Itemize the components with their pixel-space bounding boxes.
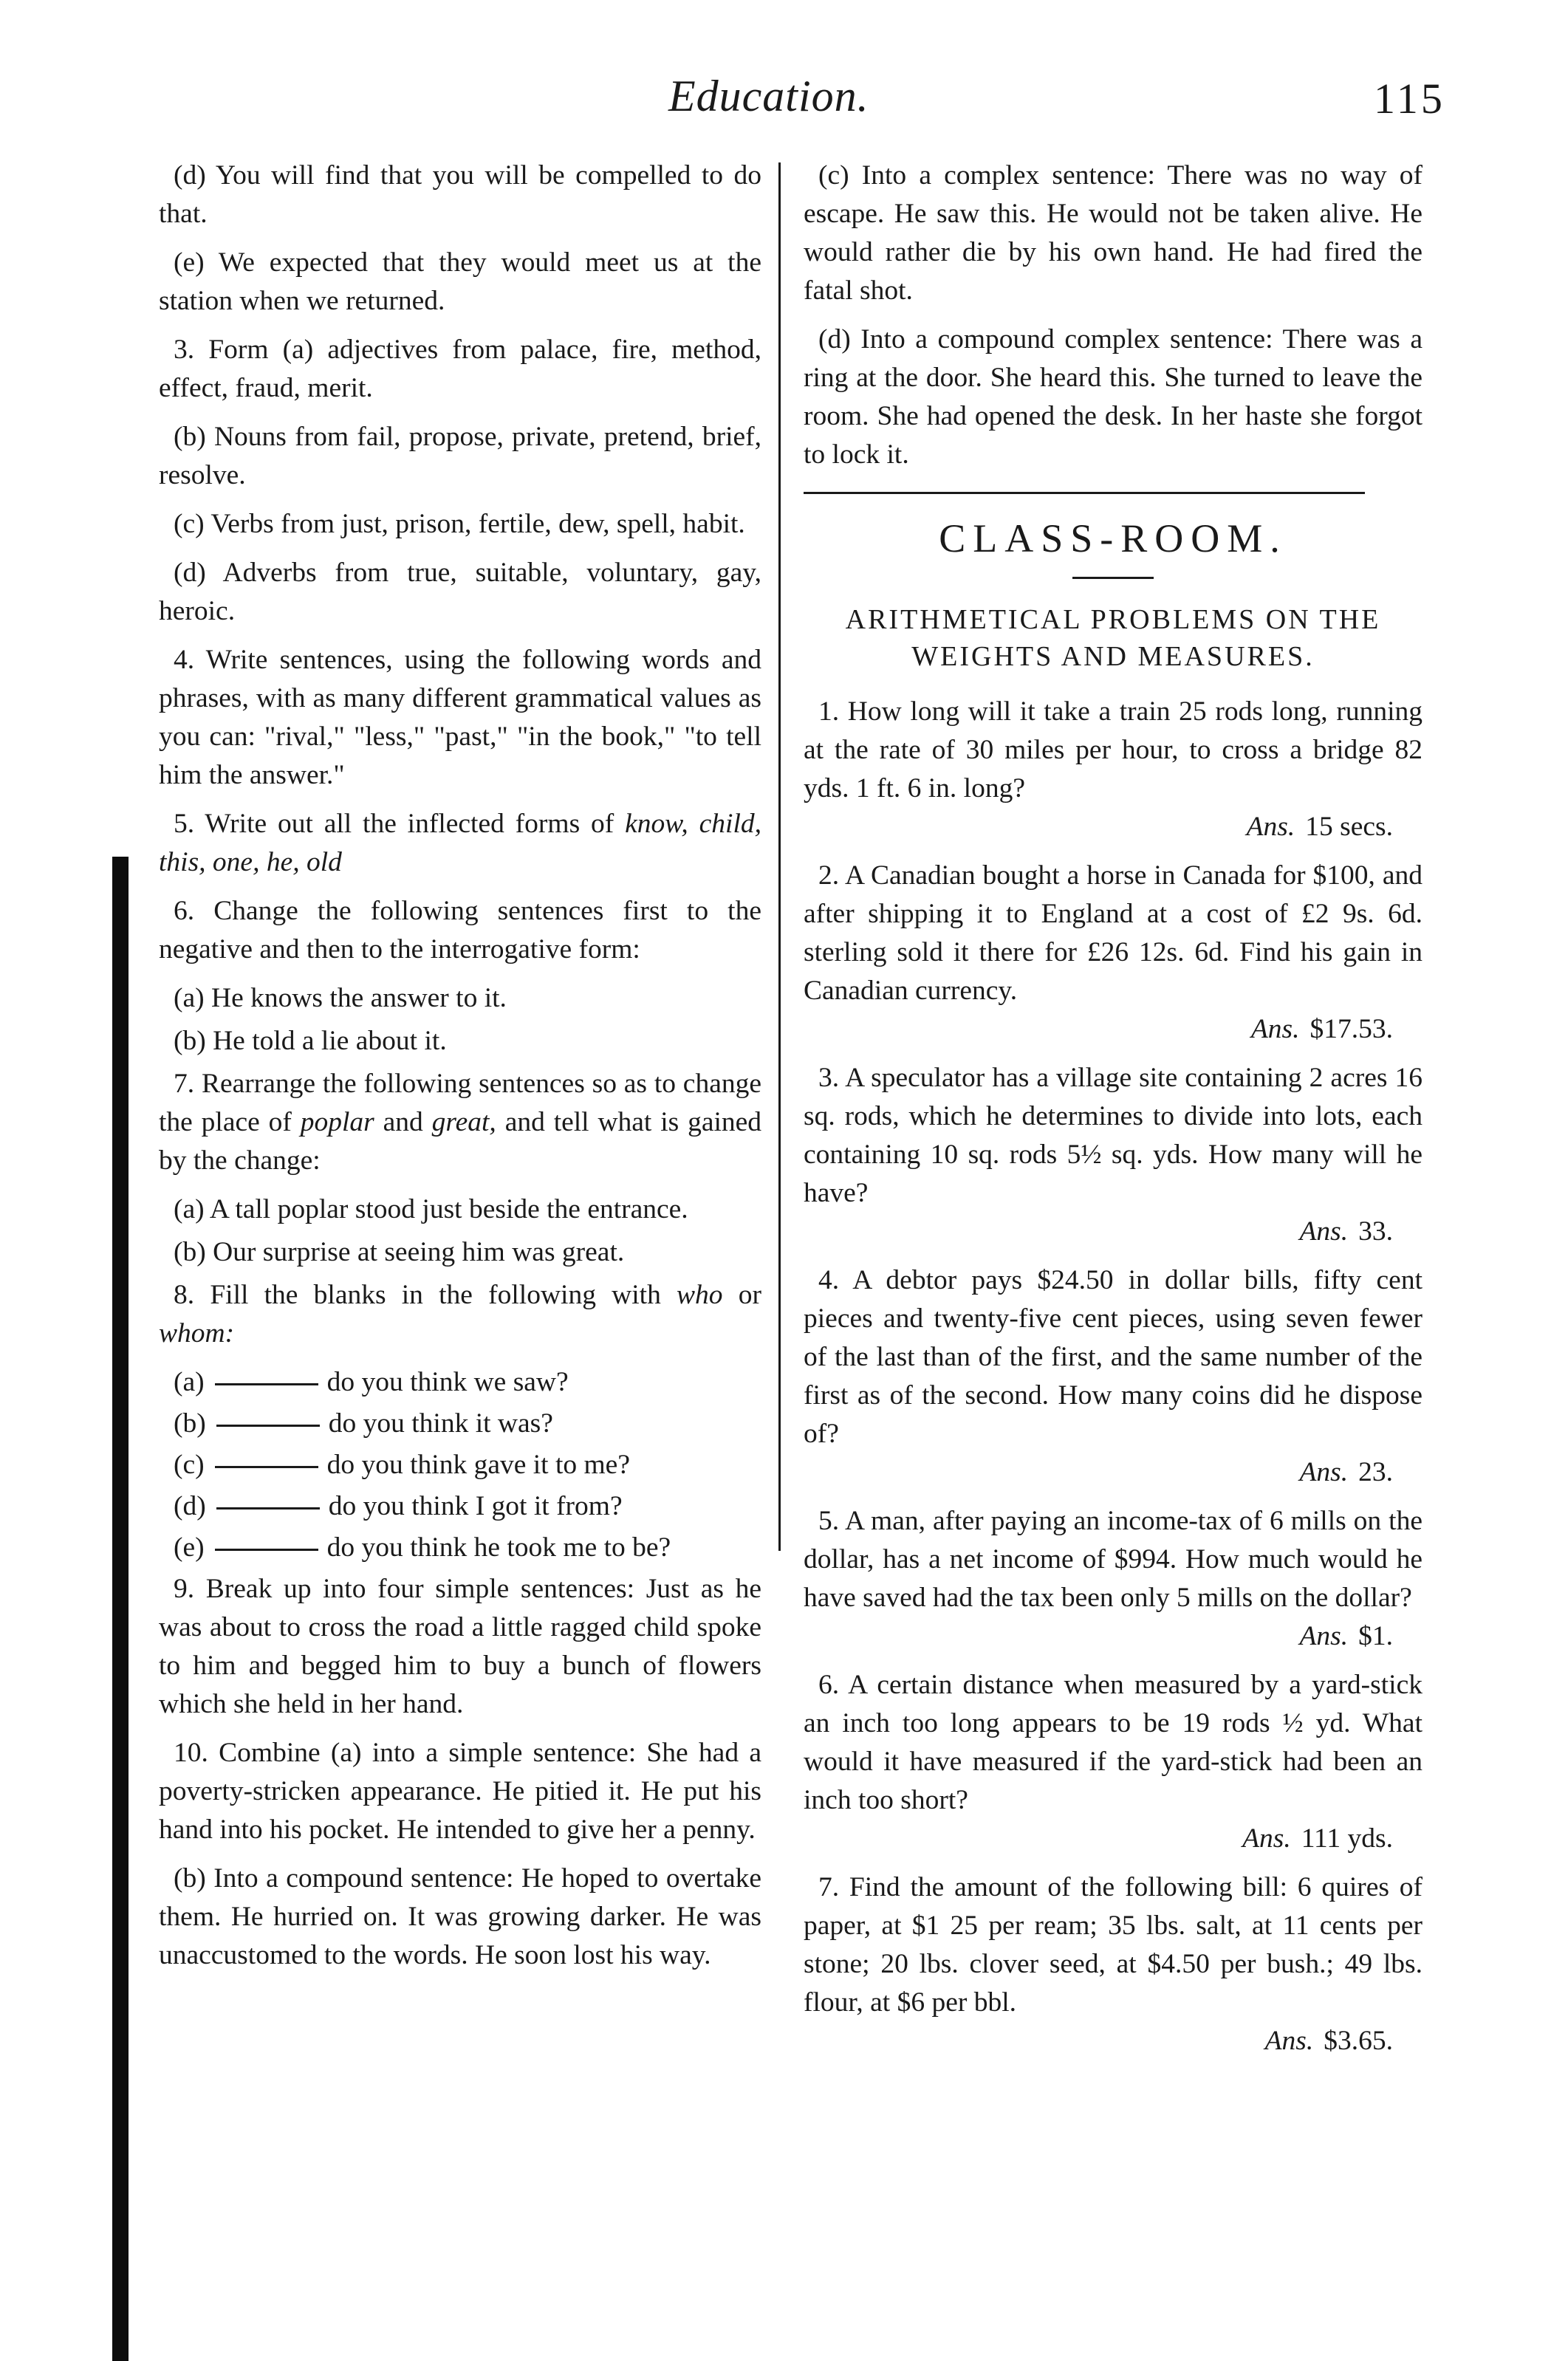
problem-2 [804, 857, 1423, 1049]
problem-answer [804, 1453, 1423, 1492]
exercise-7-text-b: and tell what is gained by the change: [159, 1107, 762, 1176]
fill-blank-c [159, 1446, 761, 1484]
exercise-3b: (b) Nouns from fail, propose, private, pretend, brief, resolve. [159, 422, 761, 490]
exercise-10: 10. Combine (a) into a simple sentence: She had a poverty-stricken appearance. He pitied it. He put his hand into his pocket. He intended to give her a penny. [159, 1738, 761, 1845]
page-number: 115 [1374, 75, 1445, 123]
answer-label: Ans. [1264, 2026, 1314, 2056]
right-column [804, 157, 1423, 2071]
exercise-7b: (b) Our surprise at seeing him was great. [174, 1237, 625, 1267]
problem-answer [804, 808, 1423, 846]
fill-label: (a) [174, 1367, 205, 1397]
blank-line [215, 1466, 318, 1468]
problem-text: 6. A certain distance when measured by a yard-stick an inch too long appears to be 19 rods ½ yd. What would it have measured if the yard-stick had been an inch too short? [804, 1670, 1423, 1815]
answer-value: 23. [1358, 1457, 1393, 1487]
exercise-2d: (d) You will find that you will be compelled to do that. [159, 160, 761, 229]
exercise-10c: (c) Into a complex sentence: There was no way of escape. He saw this. He would not be taken alive. He would rather die by his own hand. He had fired the fatal shot. [804, 160, 1423, 306]
answer-value: 33. [1358, 1216, 1393, 1247]
exercise-9: 9. Break up into four simple sentences: Just as he was about to cross the road a little ragged child spoke to him and begged him to buy a bunch of flowers which she held in her hand. [159, 1574, 761, 1719]
problem-text: 2. A Canadian bought a horse in Canada for $100, and after shipping it to England at a cost of £2 9s. 6d. sterling sold it there for £26 12s. 6d. Find his gain in Canadian currency. [804, 860, 1423, 1006]
exercise-10d: (d) Into a compound complex sentence: There was a ring at the door. She heard this. She turned to leave the room. She had opened the desk. In her haste she forgot to lock it. [804, 324, 1423, 470]
problem-answer [804, 2022, 1423, 2060]
problem-1 [804, 693, 1423, 846]
exercise-7-text-a: 7. Rearrange the following sentences so as to change the place of [159, 1069, 761, 1137]
blank-line [216, 1507, 320, 1510]
page-title: Education. [668, 72, 869, 120]
answer-value: $17.53. [1309, 1014, 1393, 1044]
exercise-7-and: and [383, 1107, 423, 1137]
exercise-5-text: 5. Write out all the inflected forms of [174, 809, 614, 839]
exercise-10b: (b) Into a compound sentence: He hoped to overtake them. He hurried on. It was growing darker. He was unaccustomed to the words. He soon lost his way. [159, 1863, 761, 1970]
fill-blank-b [159, 1405, 761, 1443]
column-divider [778, 162, 781, 1551]
fill-blank-a [159, 1363, 761, 1402]
problem-text: 1. How long will it take a train 25 rods long, running at the rate of 30 miles per hour, to cross a bridge 82 yds. 1 ft. 6 in. long? [804, 696, 1423, 803]
section-subheading: ARITHMETICAL PROBLEMS ON THE WEIGHTS AND MEASURES. [845, 604, 1381, 672]
fill-label: (c) [174, 1450, 205, 1480]
exercise-6a: (a) He knows the answer to it. [174, 983, 507, 1013]
problem-6 [804, 1666, 1423, 1858]
exercise-6b: (b) He told a lie about it. [174, 1026, 447, 1056]
problem-5 [804, 1502, 1423, 1656]
answer-label: Ans. [1299, 1216, 1349, 1247]
exercise-5 [159, 805, 761, 882]
exercise-2e: (e) We expected that they would meet us at the station when we returned. [159, 247, 761, 316]
fill-text: do you think he took me to be? [326, 1532, 671, 1563]
fill-blank-e [159, 1529, 761, 1567]
heading-rule [1072, 577, 1154, 579]
exercise-4: 4. Write sentences, using the following words and phrases, with as many different grammatical values as you can: "rival," "less," "past," "in the book," "to tell him the answer." [159, 645, 761, 790]
problem-answer [804, 1820, 1423, 1858]
problem-answer [804, 1617, 1423, 1656]
exercise-5-words: know, child, this, one, he, old [159, 809, 761, 877]
problem-answer [804, 1213, 1423, 1251]
exercise-3d: (d) Adverbs from true, suitable, voluntary, gay, heroic. [159, 558, 761, 626]
section-divider [804, 492, 1365, 494]
blank-line [216, 1425, 320, 1427]
answer-value: 111 yds. [1301, 1823, 1393, 1854]
problem-answer [804, 1010, 1423, 1049]
fill-text: do you think it was? [328, 1408, 553, 1439]
exercise-7-word-poplar: poplar [300, 1107, 374, 1137]
section-heading: CLASS-ROOM. [939, 516, 1287, 561]
fill-text: do you think I got it from? [328, 1491, 623, 1521]
problem-7 [804, 1868, 1423, 2060]
answer-label: Ans. [1242, 1823, 1291, 1854]
fill-label: (b) [174, 1408, 206, 1439]
exercise-8-who: who [677, 1280, 723, 1310]
exercise-8-or: or [738, 1280, 762, 1310]
exercise-3: 3. Form (a) adjectives from palace, fire, method, effect, fraud, merit. [159, 335, 761, 403]
fill-blank-d [159, 1487, 761, 1526]
problem-text: 3. A speculator has a village site containing 2 acres 16 sq. rods, which he determines to divide into lots, each containing 10 sq. rods 5½ sq. yds. How many will he have? [804, 1063, 1423, 1208]
answer-label: Ans. [1299, 1457, 1349, 1487]
problem-3 [804, 1059, 1423, 1251]
problem-4 [804, 1261, 1423, 1492]
exercise-3c: (c) Verbs from just, prison, fertile, dew, spell, habit. [174, 509, 745, 539]
fill-text: do you think we saw? [326, 1367, 569, 1397]
answer-label: Ans. [1299, 1621, 1349, 1651]
fill-text: do you think gave it to me? [326, 1450, 630, 1480]
answer-label: Ans. [1246, 812, 1295, 842]
exercise-8-text: 8. Fill the blanks in the following with [174, 1280, 661, 1310]
blank-line [215, 1383, 318, 1385]
answer-value: $3.65. [1324, 2026, 1393, 2056]
problem-text: 7. Find the amount of the following bill: 6 quires of paper, at $1 25 per ream; 35 lbs. salt, at 11 cents per stone; 20 lbs. clover seed, at $4.50 per bush.; 49 lbs. flour, at $6 per bbl. [804, 1872, 1423, 2018]
fill-label: (e) [174, 1532, 205, 1563]
answer-value: 15 secs. [1305, 812, 1393, 842]
exercise-7 [159, 1065, 761, 1180]
answer-label: Ans. [1250, 1014, 1300, 1044]
exercise-8-whom: whom: [159, 1318, 235, 1349]
fill-label: (d) [174, 1491, 206, 1521]
problem-text: 5. A man, after paying an income-tax of 6 mills on the dollar, has a net income of $994. How much would he have saved had the tax been only 5 mills on the dollar? [804, 1506, 1423, 1613]
binding-edge [112, 857, 129, 2361]
blank-line [215, 1549, 318, 1551]
exercise-7a: (a) A tall poplar stood just beside the entrance. [174, 1194, 688, 1224]
answer-value: $1. [1358, 1621, 1393, 1651]
left-column [159, 157, 761, 1985]
problem-text: 4. A debtor pays $24.50 in dollar bills, fifty cent pieces and twenty-five cent pieces, using seven fewer of the last than of the first, and the same number of the first as of the second. How many coins did he dispose of? [804, 1265, 1423, 1449]
exercise-8 [159, 1276, 761, 1353]
exercise-7-word-great: great, [431, 1107, 496, 1137]
exercise-6: 6. Change the following sentences first to the negative and then to the interrogative form: [159, 896, 761, 964]
